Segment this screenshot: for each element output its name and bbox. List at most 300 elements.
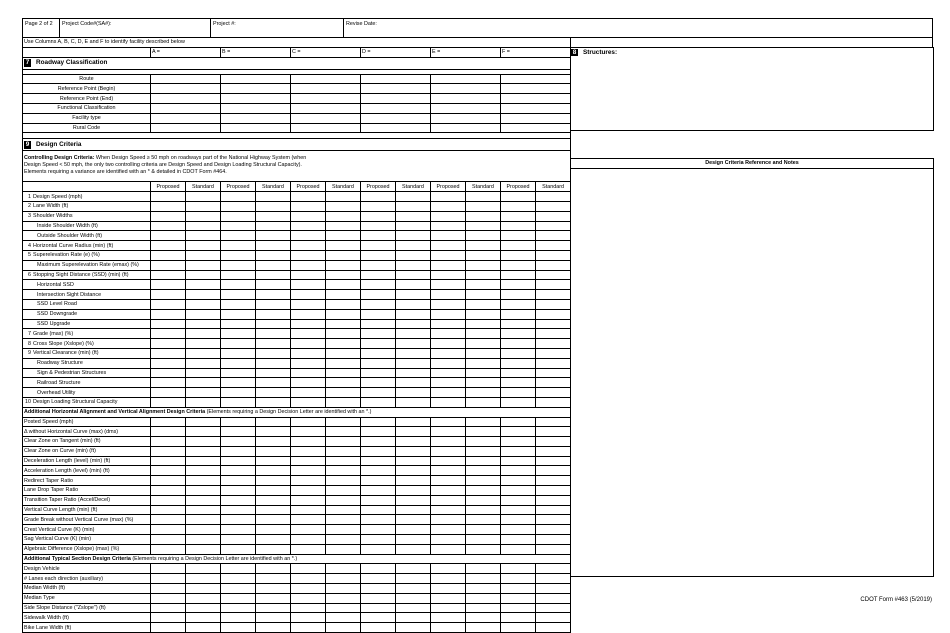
value-cell[interactable]: [186, 378, 221, 388]
value-cell[interactable]: [361, 260, 396, 270]
value-cell[interactable]: [326, 260, 361, 270]
value-cell[interactable]: [256, 260, 291, 270]
value-cell[interactable]: [221, 574, 256, 584]
value-cell[interactable]: [396, 535, 431, 545]
value-cell[interactable]: [466, 241, 501, 251]
value-cell[interactable]: [186, 593, 221, 603]
value-cell[interactable]: [221, 309, 256, 319]
value-cell[interactable]: [221, 270, 256, 280]
value-cell[interactable]: [396, 358, 431, 368]
value-cell[interactable]: [151, 535, 186, 545]
value-cell[interactable]: [361, 192, 396, 202]
value-cell[interactable]: [326, 525, 361, 535]
value-cell[interactable]: [221, 260, 256, 270]
value-cell[interactable]: [466, 231, 501, 241]
value-cell[interactable]: [151, 358, 186, 368]
value-cell[interactable]: [396, 613, 431, 623]
value-cell[interactable]: [396, 476, 431, 486]
value-cell[interactable]: [151, 270, 186, 280]
value-cell[interactable]: [256, 417, 291, 427]
value-cell[interactable]: [256, 564, 291, 574]
value-cell[interactable]: [291, 446, 326, 456]
value-cell[interactable]: [186, 466, 221, 476]
value-cell[interactable]: [256, 446, 291, 456]
value-cell[interactable]: [396, 192, 431, 202]
value-cell[interactable]: [151, 564, 186, 574]
value-cell[interactable]: [256, 574, 291, 584]
value-cell[interactable]: [501, 299, 536, 309]
value-cell[interactable]: [221, 250, 256, 260]
value-cell[interactable]: [536, 241, 571, 251]
value-cell[interactable]: [536, 476, 571, 486]
value-cell[interactable]: [396, 427, 431, 437]
value-cell[interactable]: [256, 339, 291, 349]
value-cell[interactable]: [466, 358, 501, 368]
value-cell[interactable]: [466, 466, 501, 476]
value-cell[interactable]: [256, 241, 291, 251]
value-cell[interactable]: [361, 290, 396, 300]
value-cell[interactable]: [501, 192, 536, 202]
value-cell[interactable]: [186, 525, 221, 535]
value-cell[interactable]: [291, 211, 326, 221]
value-cell[interactable]: [256, 613, 291, 623]
value-cell[interactable]: [466, 486, 501, 496]
value-cell[interactable]: [361, 584, 396, 594]
value-cell[interactable]: [326, 211, 361, 221]
value-cell[interactable]: [466, 221, 501, 231]
value-cell[interactable]: [536, 260, 571, 270]
value-cell[interactable]: [221, 329, 256, 339]
value-cell[interactable]: [151, 221, 186, 231]
value-cell[interactable]: [221, 123, 291, 133]
value-cell[interactable]: [151, 319, 186, 329]
value-cell[interactable]: [466, 574, 501, 584]
value-cell[interactable]: [291, 241, 326, 251]
value-cell[interactable]: [361, 378, 396, 388]
value-cell[interactable]: [466, 495, 501, 505]
value-cell[interactable]: [291, 250, 326, 260]
value-cell[interactable]: [291, 299, 326, 309]
value-cell[interactable]: [466, 515, 501, 525]
value-cell[interactable]: [221, 319, 256, 329]
value-cell[interactable]: [186, 241, 221, 251]
value-cell[interactable]: [536, 221, 571, 231]
value-cell[interactable]: [221, 103, 291, 113]
value-cell[interactable]: [536, 535, 571, 545]
value-cell[interactable]: [256, 515, 291, 525]
value-cell[interactable]: [466, 525, 501, 535]
value-cell[interactable]: [151, 260, 186, 270]
value-cell[interactable]: [186, 280, 221, 290]
value-cell[interactable]: [431, 113, 501, 123]
value-cell[interactable]: [466, 417, 501, 427]
value-cell[interactable]: [291, 358, 326, 368]
value-cell[interactable]: [291, 192, 326, 202]
value-cell[interactable]: [396, 329, 431, 339]
value-cell[interactable]: [396, 574, 431, 584]
value-cell[interactable]: [326, 535, 361, 545]
value-cell[interactable]: [466, 299, 501, 309]
value-cell[interactable]: [466, 544, 501, 554]
value-cell[interactable]: [501, 339, 536, 349]
value-cell[interactable]: [221, 358, 256, 368]
value-cell[interactable]: [431, 515, 466, 525]
value-cell[interactable]: [151, 397, 186, 407]
value-cell[interactable]: [536, 584, 571, 594]
value-cell[interactable]: [291, 113, 361, 123]
value-cell[interactable]: [361, 280, 396, 290]
value-cell[interactable]: [326, 437, 361, 447]
value-cell[interactable]: [361, 593, 396, 603]
column-a-label[interactable]: [151, 47, 221, 57]
value-cell[interactable]: [361, 466, 396, 476]
value-cell[interactable]: [536, 446, 571, 456]
value-cell[interactable]: [326, 221, 361, 231]
value-cell[interactable]: [361, 103, 431, 113]
value-cell[interactable]: [256, 505, 291, 515]
value-cell[interactable]: [536, 231, 571, 241]
value-cell[interactable]: [466, 456, 501, 466]
value-cell[interactable]: [221, 603, 256, 613]
value-cell[interactable]: [326, 486, 361, 496]
value-cell[interactable]: [361, 113, 431, 123]
value-cell[interactable]: [361, 84, 431, 94]
value-cell[interactable]: [501, 250, 536, 260]
value-cell[interactable]: [466, 348, 501, 358]
value-cell[interactable]: [291, 201, 326, 211]
value-cell[interactable]: [326, 378, 361, 388]
column-c-label[interactable]: [291, 47, 361, 57]
value-cell[interactable]: [396, 280, 431, 290]
project-code-field[interactable]: Project Code#(SA#):: [60, 19, 211, 38]
value-cell[interactable]: [291, 505, 326, 515]
value-cell[interactable]: [326, 623, 361, 633]
value-cell[interactable]: [151, 417, 186, 427]
value-cell[interactable]: [151, 623, 186, 633]
value-cell[interactable]: [536, 515, 571, 525]
value-cell[interactable]: [466, 260, 501, 270]
revise-date-field[interactable]: Revise Date:: [346, 21, 377, 27]
value-cell[interactable]: [291, 535, 326, 545]
value-cell[interactable]: [396, 260, 431, 270]
value-cell[interactable]: [326, 348, 361, 358]
value-cell[interactable]: [501, 103, 571, 113]
value-cell[interactable]: [326, 280, 361, 290]
value-cell[interactable]: [291, 319, 326, 329]
value-cell[interactable]: [431, 299, 466, 309]
value-cell[interactable]: [151, 505, 186, 515]
value-cell[interactable]: [501, 427, 536, 437]
value-cell[interactable]: [536, 427, 571, 437]
value-cell[interactable]: [326, 574, 361, 584]
value-cell[interactable]: [221, 74, 291, 84]
value-cell[interactable]: [326, 290, 361, 300]
value-cell[interactable]: [466, 446, 501, 456]
value-cell[interactable]: [466, 368, 501, 378]
value-cell[interactable]: [431, 505, 466, 515]
value-cell[interactable]: [291, 280, 326, 290]
value-cell[interactable]: [326, 270, 361, 280]
value-cell[interactable]: [361, 456, 396, 466]
value-cell[interactable]: [186, 603, 221, 613]
value-cell[interactable]: [501, 456, 536, 466]
value-cell[interactable]: [291, 486, 326, 496]
value-cell[interactable]: [151, 231, 186, 241]
value-cell[interactable]: [361, 221, 396, 231]
value-cell[interactable]: [431, 593, 466, 603]
value-cell[interactable]: [501, 613, 536, 623]
value-cell[interactable]: [501, 319, 536, 329]
value-cell[interactable]: [361, 446, 396, 456]
value-cell[interactable]: [361, 564, 396, 574]
column-e-label[interactable]: [431, 47, 501, 57]
value-cell[interactable]: [326, 603, 361, 613]
value-cell[interactable]: [431, 446, 466, 456]
value-cell[interactable]: [431, 309, 466, 319]
value-cell[interactable]: [186, 290, 221, 300]
value-cell[interactable]: [536, 525, 571, 535]
value-cell[interactable]: [186, 192, 221, 202]
value-cell[interactable]: [396, 603, 431, 613]
value-cell[interactable]: [326, 250, 361, 260]
value-cell[interactable]: [256, 192, 291, 202]
value-cell[interactable]: [186, 260, 221, 270]
value-cell[interactable]: [501, 505, 536, 515]
value-cell[interactable]: [221, 388, 256, 398]
value-cell[interactable]: [466, 211, 501, 221]
value-cell[interactable]: [466, 603, 501, 613]
value-cell[interactable]: [256, 593, 291, 603]
value-cell[interactable]: [256, 427, 291, 437]
value-cell[interactable]: [186, 417, 221, 427]
value-cell[interactable]: [291, 593, 326, 603]
value-cell[interactable]: [291, 339, 326, 349]
value-cell[interactable]: [221, 564, 256, 574]
value-cell[interactable]: [291, 564, 326, 574]
value-cell[interactable]: [361, 74, 431, 84]
value-cell[interactable]: [361, 505, 396, 515]
value-cell[interactable]: [501, 593, 536, 603]
value-cell[interactable]: [431, 388, 466, 398]
value-cell[interactable]: [291, 466, 326, 476]
value-cell[interactable]: [361, 368, 396, 378]
value-cell[interactable]: [396, 623, 431, 633]
value-cell[interactable]: [431, 241, 466, 251]
value-cell[interactable]: [151, 446, 186, 456]
value-cell[interactable]: [326, 515, 361, 525]
value-cell[interactable]: [151, 368, 186, 378]
value-cell[interactable]: [466, 280, 501, 290]
value-cell[interactable]: [466, 270, 501, 280]
value-cell[interactable]: [291, 94, 361, 104]
value-cell[interactable]: [256, 319, 291, 329]
value-cell[interactable]: [431, 94, 501, 104]
value-cell[interactable]: [186, 358, 221, 368]
value-cell[interactable]: [291, 388, 326, 398]
reference-notes-area[interactable]: [570, 167, 934, 577]
value-cell[interactable]: [326, 358, 361, 368]
value-cell[interactable]: [501, 358, 536, 368]
value-cell[interactable]: [256, 495, 291, 505]
value-cell[interactable]: [291, 495, 326, 505]
value-cell[interactable]: [291, 603, 326, 613]
value-cell[interactable]: [396, 397, 431, 407]
value-cell[interactable]: [326, 476, 361, 486]
value-cell[interactable]: [361, 358, 396, 368]
value-cell[interactable]: [396, 368, 431, 378]
value-cell[interactable]: [151, 299, 186, 309]
value-cell[interactable]: [256, 388, 291, 398]
value-cell[interactable]: [431, 260, 466, 270]
value-cell[interactable]: [536, 339, 571, 349]
value-cell[interactable]: [151, 94, 221, 104]
value-cell[interactable]: [361, 437, 396, 447]
value-cell[interactable]: [431, 358, 466, 368]
project-number-field[interactable]: Project #:: [211, 19, 344, 38]
value-cell[interactable]: [466, 535, 501, 545]
value-cell[interactable]: [221, 515, 256, 525]
value-cell[interactable]: [151, 113, 221, 123]
value-cell[interactable]: [326, 466, 361, 476]
value-cell[interactable]: [221, 368, 256, 378]
value-cell[interactable]: [291, 613, 326, 623]
value-cell[interactable]: [396, 456, 431, 466]
value-cell[interactable]: [291, 456, 326, 466]
value-cell[interactable]: [186, 388, 221, 398]
value-cell[interactable]: [361, 123, 431, 133]
value-cell[interactable]: [291, 525, 326, 535]
value-cell[interactable]: [151, 192, 186, 202]
value-cell[interactable]: [501, 437, 536, 447]
value-cell[interactable]: [501, 378, 536, 388]
value-cell[interactable]: [396, 319, 431, 329]
value-cell[interactable]: [361, 348, 396, 358]
value-cell[interactable]: [186, 623, 221, 633]
value-cell[interactable]: [326, 427, 361, 437]
value-cell[interactable]: [396, 388, 431, 398]
value-cell[interactable]: [221, 348, 256, 358]
value-cell[interactable]: [536, 495, 571, 505]
value-cell[interactable]: [536, 486, 571, 496]
value-cell[interactable]: [361, 250, 396, 260]
value-cell[interactable]: [256, 486, 291, 496]
value-cell[interactable]: [361, 623, 396, 633]
value-cell[interactable]: [431, 192, 466, 202]
value-cell[interactable]: [396, 544, 431, 554]
value-cell[interactable]: [151, 84, 221, 94]
value-cell[interactable]: [536, 280, 571, 290]
value-cell[interactable]: [221, 113, 291, 123]
value-cell[interactable]: [186, 437, 221, 447]
value-cell[interactable]: [466, 564, 501, 574]
value-cell[interactable]: [396, 309, 431, 319]
value-cell[interactable]: [431, 211, 466, 221]
value-cell[interactable]: [326, 446, 361, 456]
value-cell[interactable]: [256, 476, 291, 486]
value-cell[interactable]: [361, 388, 396, 398]
value-cell[interactable]: [151, 525, 186, 535]
value-cell[interactable]: [291, 476, 326, 486]
value-cell[interactable]: [431, 74, 501, 84]
value-cell[interactable]: [221, 495, 256, 505]
value-cell[interactable]: [536, 378, 571, 388]
value-cell[interactable]: [466, 319, 501, 329]
value-cell[interactable]: [501, 476, 536, 486]
value-cell[interactable]: [466, 623, 501, 633]
value-cell[interactable]: [221, 221, 256, 231]
value-cell[interactable]: [291, 74, 361, 84]
value-cell[interactable]: [221, 544, 256, 554]
value-cell[interactable]: [186, 397, 221, 407]
value-cell[interactable]: [431, 103, 501, 113]
value-cell[interactable]: [291, 397, 326, 407]
value-cell[interactable]: [151, 476, 186, 486]
value-cell[interactable]: [256, 329, 291, 339]
value-cell[interactable]: [361, 495, 396, 505]
value-cell[interactable]: [151, 603, 186, 613]
value-cell[interactable]: [326, 368, 361, 378]
value-cell[interactable]: [151, 103, 221, 113]
value-cell[interactable]: [536, 309, 571, 319]
value-cell[interactable]: [186, 250, 221, 260]
value-cell[interactable]: [431, 250, 466, 260]
value-cell[interactable]: [186, 515, 221, 525]
value-cell[interactable]: [151, 290, 186, 300]
value-cell[interactable]: [256, 221, 291, 231]
value-cell[interactable]: [466, 309, 501, 319]
value-cell[interactable]: [221, 84, 291, 94]
value-cell[interactable]: [431, 544, 466, 554]
value-cell[interactable]: [536, 603, 571, 613]
value-cell[interactable]: [151, 544, 186, 554]
value-cell[interactable]: [501, 211, 536, 221]
value-cell[interactable]: [326, 417, 361, 427]
value-cell[interactable]: [501, 221, 536, 231]
value-cell[interactable]: [431, 564, 466, 574]
value-cell[interactable]: [326, 241, 361, 251]
value-cell[interactable]: [466, 339, 501, 349]
value-cell[interactable]: [431, 280, 466, 290]
value-cell[interactable]: [431, 201, 466, 211]
value-cell[interactable]: [536, 319, 571, 329]
value-cell[interactable]: [291, 260, 326, 270]
value-cell[interactable]: [151, 250, 186, 260]
value-cell[interactable]: [361, 339, 396, 349]
value-cell[interactable]: [501, 231, 536, 241]
value-cell[interactable]: [431, 270, 466, 280]
value-cell[interactable]: [431, 535, 466, 545]
value-cell[interactable]: [151, 495, 186, 505]
value-cell[interactable]: [501, 564, 536, 574]
value-cell[interactable]: [501, 388, 536, 398]
value-cell[interactable]: [151, 329, 186, 339]
value-cell[interactable]: [221, 417, 256, 427]
value-cell[interactable]: [396, 299, 431, 309]
value-cell[interactable]: [431, 378, 466, 388]
value-cell[interactable]: [361, 427, 396, 437]
value-cell[interactable]: [501, 94, 571, 104]
value-cell[interactable]: [536, 299, 571, 309]
value-cell[interactable]: [466, 437, 501, 447]
value-cell[interactable]: [431, 437, 466, 447]
value-cell[interactable]: [396, 525, 431, 535]
value-cell[interactable]: [221, 486, 256, 496]
value-cell[interactable]: [466, 201, 501, 211]
value-cell[interactable]: [396, 241, 431, 251]
value-cell[interactable]: [396, 593, 431, 603]
value-cell[interactable]: [536, 456, 571, 466]
value-cell[interactable]: [501, 525, 536, 535]
